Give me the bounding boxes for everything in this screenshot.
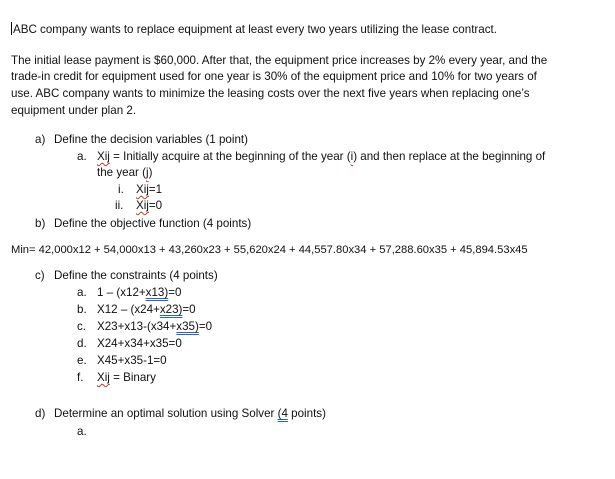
constraint-b: b. X12 – (x24+x23)=0 — [77, 303, 196, 316]
constraint-e: e. X45+x35-1=0 — [77, 354, 167, 367]
question-d: d) Determine an optimal solution using Solver (4 points) — [35, 407, 326, 420]
paragraph-line-1: The initial lease payment is $60,000. After that, the equipment price increases by 2% every year, and the — [11, 54, 548, 67]
question-b: b) Define the objective function (4 points) — [35, 217, 252, 230]
constraint-f: f. Xij = Binary — [77, 371, 156, 384]
paragraph-line-3: use. ABC company wants to minimize the leasing costs over the next five years when replacing one’s — [11, 87, 530, 100]
paragraph-line-4: equipment under plan 2. — [11, 104, 137, 117]
decision-value-one: i. Xij=1 — [118, 183, 163, 196]
question-a — [35, 132, 248, 148]
constraint-c: c. X23+x13-(x34+x35)=0 — [77, 320, 213, 333]
question-a-text: Define the decision variables (1 point) — [54, 133, 248, 146]
text-cursor — [11, 22, 12, 35]
constraint-a: a. 1 – (x12+x13)=0 — [77, 286, 182, 299]
intro-text: ABC company wants to replace equipment at least every two years utilizing the lease contract. — [13, 23, 497, 36]
paragraph-line-2: trade-in credit for equipment used for one year is 30% of the equipment price and 10% for two years of — [11, 70, 537, 83]
objective-function: Min= 42,000x12 + 54,000x13 + 43,260x23 + 55,620x24 + 44,557.80x34 + 57,288.60x35 + 45,894.53x45 — [11, 244, 528, 256]
question-c: c) Define the constraints (4 points) — [35, 269, 218, 282]
question-a-marker: a) — [35, 133, 46, 146]
constraint-d: d. X24+x34+x35=0 — [77, 337, 182, 350]
decision-variable-definition-cont: the year (j) — [97, 166, 153, 179]
decision-value-zero: ii. Xij=0 — [115, 199, 163, 212]
decision-variable-definition: a. Xij = Initially acquire at the beginning of the year (i) and then replace at the beginning of — [77, 150, 546, 163]
question-d-sub-a: a. — [77, 425, 87, 438]
